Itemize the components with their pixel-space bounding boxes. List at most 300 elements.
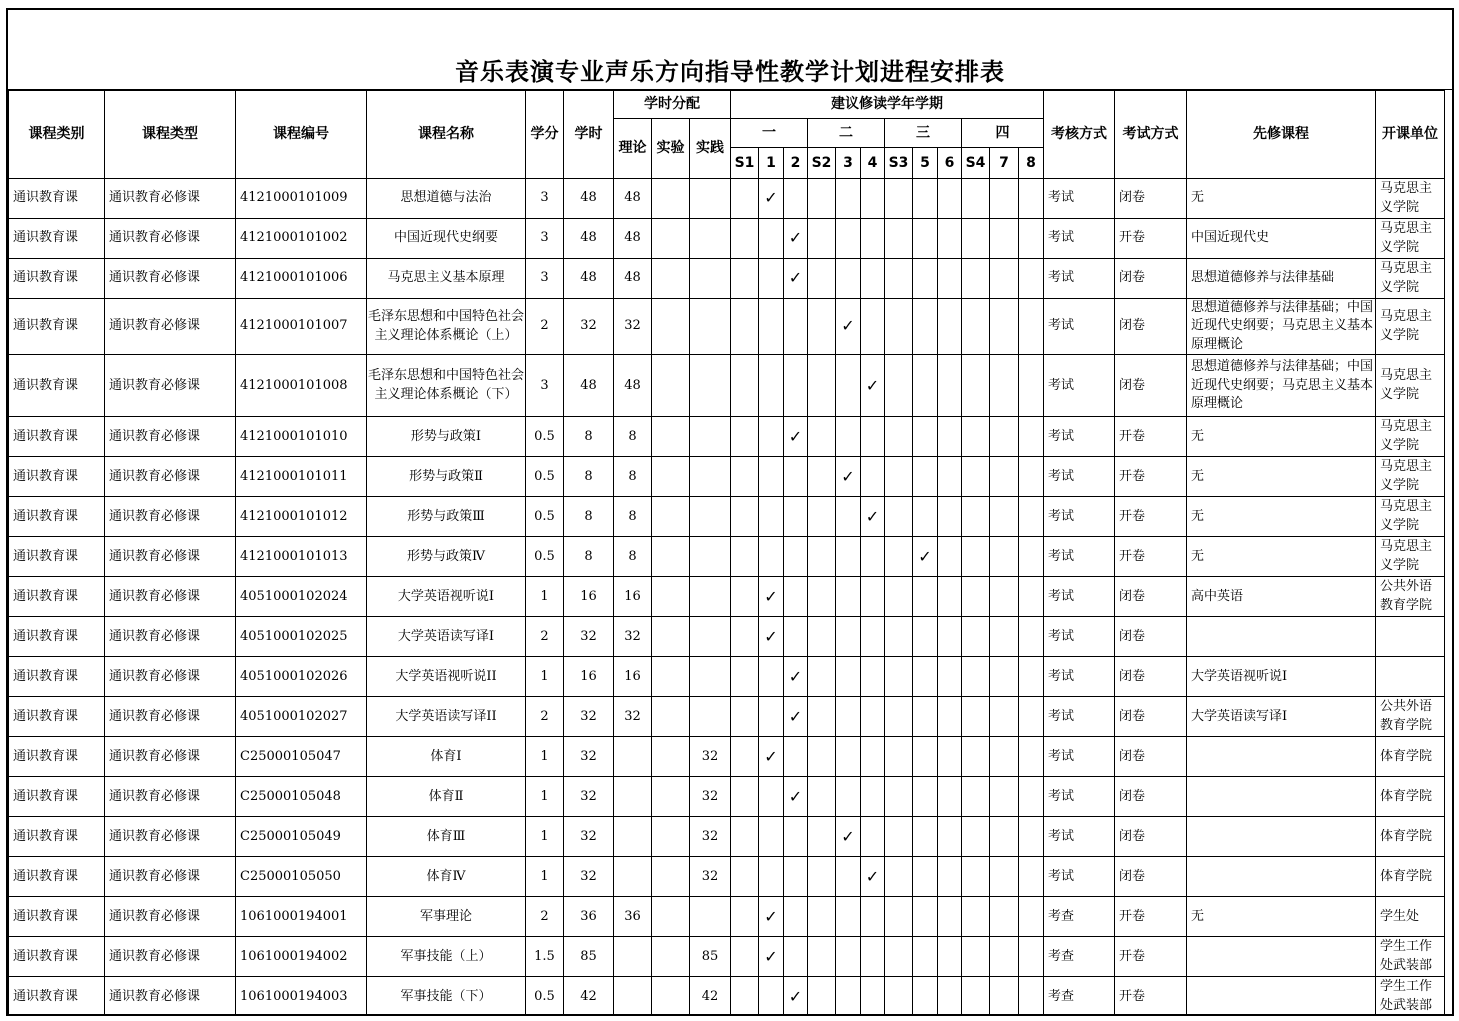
cell-credit: 3 [526,355,564,417]
term-cell [836,657,861,697]
header-term: S1 [731,148,759,179]
table-row [9,497,1445,537]
cell-exam: 闭卷 [1115,737,1187,777]
cell-hours: 48 [564,219,614,259]
term-cell [913,777,938,817]
term-cell [759,457,784,497]
cell-category: 通识教育课 [9,977,105,1016]
term-cell [938,697,962,737]
term-cell [808,897,836,937]
cell-hours: 32 [564,299,614,355]
cell-practice: 32 [690,737,731,777]
cell-prereq: 高中英语 [1187,577,1376,617]
cell-hours: 32 [564,737,614,777]
term-cell [861,817,885,857]
term-cell [913,857,938,897]
cell-credit: 1.5 [526,937,564,977]
cell-credit: 1 [526,577,564,617]
cell-hours: 32 [564,697,614,737]
term-cell [808,737,836,777]
cell-assess: 考试 [1044,219,1115,259]
table-row [9,617,1445,657]
term-cell [1019,937,1044,977]
term-check-icon: ✓ [861,497,885,537]
cell-assess: 考试 [1044,617,1115,657]
term-cell [913,737,938,777]
cell-theory: 16 [614,657,652,697]
term-cell [861,219,885,259]
cell-course-name: 形势与政策Ⅲ [367,497,526,537]
cell-theory: 48 [614,355,652,417]
cell-category: 通识教育课 [9,417,105,457]
term-cell [759,417,784,457]
term-cell [836,355,861,417]
cell-code: 4051000102025 [236,617,367,657]
cell-course-name: 思想道德与法治 [367,179,526,219]
cell-prereq [1187,817,1376,857]
cell-course-name: 体育Ⅲ [367,817,526,857]
term-cell [836,897,861,937]
term-cell [836,497,861,537]
cell-type: 通识教育必修课 [105,777,236,817]
cell-type: 通识教育必修课 [105,737,236,777]
term-cell [759,219,784,259]
term-cell [938,219,962,259]
cell-type: 通识教育必修课 [105,299,236,355]
cell-experiment [652,977,690,1016]
header-year-4: 四 [962,119,1044,148]
term-cell [861,977,885,1016]
cell-type: 通识教育必修课 [105,497,236,537]
cell-assess: 考查 [1044,977,1115,1016]
cell-prereq: 无 [1187,457,1376,497]
cell-course-name: 军事理论 [367,897,526,937]
term-cell [836,617,861,657]
term-cell [861,737,885,777]
term-cell [913,179,938,219]
term-cell [990,937,1019,977]
term-cell [962,497,990,537]
cell-practice: 85 [690,937,731,977]
cell-type: 通识教育必修课 [105,937,236,977]
table-row [9,299,1445,355]
cell-experiment [652,897,690,937]
cell-exam: 闭卷 [1115,657,1187,697]
header-category: 课程类别 [9,91,105,179]
cell-assess: 考试 [1044,697,1115,737]
term-cell [962,219,990,259]
cell-exam: 开卷 [1115,537,1187,577]
cell-experiment [652,697,690,737]
table-row [9,417,1445,457]
term-cell [938,817,962,857]
term-cell [731,737,759,777]
term-cell [731,355,759,417]
term-check-icon: ✓ [759,937,784,977]
header-hours: 学时 [564,91,614,179]
cell-prereq: 思想道德修养与法律基础 [1187,259,1376,299]
term-cell [938,537,962,577]
header-credit: 学分 [526,91,564,179]
cell-exam: 闭卷 [1115,577,1187,617]
cell-code: 1061000194001 [236,897,367,937]
header-assess: 考核方式 [1044,91,1115,179]
cell-prereq: 无 [1187,497,1376,537]
table-row [9,219,1445,259]
cell-category: 通识教育课 [9,697,105,737]
cell-hours: 32 [564,817,614,857]
cell-credit: 1 [526,777,564,817]
cell-type: 通识教育必修课 [105,179,236,219]
term-cell [836,577,861,617]
cell-credit: 0.5 [526,537,564,577]
term-cell [938,417,962,457]
term-cell [913,577,938,617]
header-term: S3 [885,148,913,179]
cell-category: 通识教育课 [9,457,105,497]
header-prereq: 先修课程 [1187,91,1376,179]
term-cell [808,657,836,697]
header-term: 4 [861,148,885,179]
cell-assess: 考试 [1044,537,1115,577]
cell-credit: 0.5 [526,977,564,1016]
term-cell [913,617,938,657]
term-cell [759,857,784,897]
header-year-3: 三 [885,119,962,148]
cell-practice [690,299,731,355]
cell-theory [614,817,652,857]
cell-type: 通识教育必修课 [105,617,236,657]
cell-type: 通识教育必修课 [105,457,236,497]
term-cell [808,179,836,219]
cell-category: 通识教育课 [9,777,105,817]
cell-assess: 考试 [1044,259,1115,299]
table-row [9,657,1445,697]
term-cell [938,737,962,777]
cell-dept [1376,657,1445,697]
term-cell [990,537,1019,577]
cell-type: 通识教育必修课 [105,897,236,937]
cell-dept: 马克思主义学院 [1376,299,1445,355]
cell-credit: 1 [526,657,564,697]
cell-credit: 2 [526,299,564,355]
term-cell [731,817,759,857]
cell-course-name: 军事技能（上） [367,937,526,977]
term-cell [759,497,784,537]
cell-practice [690,179,731,219]
cell-prereq [1187,977,1376,1016]
cell-dept: 体育学院 [1376,857,1445,897]
cell-category: 通识教育课 [9,857,105,897]
term-cell [784,817,808,857]
cell-experiment [652,777,690,817]
term-cell [808,497,836,537]
term-cell [861,617,885,657]
cell-course-name: 形势与政策Ⅳ [367,537,526,577]
term-cell [913,697,938,737]
header-hours-dist: 学时分配 [614,91,731,119]
cell-experiment [652,497,690,537]
term-cell [784,355,808,417]
term-check-icon: ✓ [784,219,808,259]
cell-dept: 马克思主义学院 [1376,537,1445,577]
cell-assess: 考试 [1044,857,1115,897]
term-cell [784,577,808,617]
term-cell [759,817,784,857]
term-cell [885,857,913,897]
term-cell [808,817,836,857]
term-cell [808,937,836,977]
cell-dept: 学生工作处武装部 [1376,977,1445,1016]
term-check-icon: ✓ [861,857,885,897]
term-cell [836,737,861,777]
term-cell [808,355,836,417]
term-cell [759,977,784,1016]
cell-hours: 48 [564,355,614,417]
term-cell [913,977,938,1016]
cell-experiment [652,857,690,897]
cell-practice: 32 [690,777,731,817]
term-cell [990,219,1019,259]
term-cell [990,457,1019,497]
cell-dept: 公共外语教育学院 [1376,697,1445,737]
cell-credit: 3 [526,179,564,219]
cell-assess: 考试 [1044,737,1115,777]
term-cell [731,657,759,697]
term-cell [938,299,962,355]
cell-prereq [1187,617,1376,657]
term-cell [990,259,1019,299]
cell-dept: 马克思主义学院 [1376,219,1445,259]
cell-assess: 考试 [1044,179,1115,219]
cell-category: 通识教育课 [9,577,105,617]
cell-credit: 2 [526,697,564,737]
header-term: 3 [836,148,861,179]
term-cell [990,577,1019,617]
term-cell [885,977,913,1016]
cell-prereq: 思想道德修养与法律基础；中国近现代史纲要；马克思主义基本原理概论 [1187,299,1376,355]
cell-course-name: 军事技能（下） [367,977,526,1016]
term-cell [731,219,759,259]
cell-dept: 公共外语教育学院 [1376,577,1445,617]
cell-practice [690,577,731,617]
table-row [9,355,1445,417]
cell-assess: 考试 [1044,355,1115,417]
term-cell [913,355,938,417]
cell-code: 1061000194003 [236,977,367,1016]
term-cell [836,777,861,817]
term-cell [885,299,913,355]
term-cell [962,179,990,219]
term-cell [1019,817,1044,857]
term-check-icon: ✓ [861,355,885,417]
cell-practice [690,697,731,737]
cell-course-name: 体育Ⅰ [367,737,526,777]
cell-credit: 0.5 [526,417,564,457]
cell-type: 通识教育必修课 [105,355,236,417]
cell-course-name: 毛泽东思想和中国特色社会主义理论体系概论（上） [367,299,526,355]
term-cell [990,897,1019,937]
term-cell [1019,657,1044,697]
term-cell [861,657,885,697]
cell-dept: 马克思主义学院 [1376,259,1445,299]
cell-hours: 32 [564,617,614,657]
cell-category: 通识教育课 [9,897,105,937]
cell-practice: 32 [690,817,731,857]
term-cell [1019,977,1044,1016]
cell-practice: 32 [690,857,731,897]
cell-credit: 0.5 [526,457,564,497]
cell-practice [690,497,731,537]
cell-category: 通识教育课 [9,355,105,417]
term-check-icon: ✓ [836,817,861,857]
cell-experiment [652,259,690,299]
term-cell [784,937,808,977]
term-cell [885,259,913,299]
cell-type: 通识教育必修课 [105,977,236,1016]
cell-course-name: 形势与政策Ⅱ [367,457,526,497]
term-check-icon: ✓ [836,457,861,497]
cell-category: 通识教育课 [9,937,105,977]
cell-dept: 体育学院 [1376,817,1445,857]
term-cell [938,355,962,417]
cell-credit: 2 [526,897,564,937]
term-cell [962,355,990,417]
cell-hours: 8 [564,537,614,577]
cell-experiment [652,355,690,417]
cell-credit: 3 [526,259,564,299]
term-cell [1019,897,1044,937]
term-cell [962,299,990,355]
term-cell [990,617,1019,657]
cell-category: 通识教育课 [9,219,105,259]
schedule-sheet [6,8,1454,1016]
term-cell [990,355,1019,417]
cell-exam: 开卷 [1115,219,1187,259]
term-cell [913,259,938,299]
term-check-icon: ✓ [784,977,808,1016]
cell-dept: 体育学院 [1376,777,1445,817]
cell-category: 通识教育课 [9,179,105,219]
cell-exam: 开卷 [1115,417,1187,457]
term-cell [885,737,913,777]
cell-theory: 8 [614,497,652,537]
term-cell [1019,179,1044,219]
term-cell [731,537,759,577]
cell-theory: 36 [614,897,652,937]
cell-category: 通识教育课 [9,817,105,857]
term-cell [990,657,1019,697]
term-cell [913,657,938,697]
term-check-icon: ✓ [759,897,784,937]
cell-hours: 8 [564,457,614,497]
cell-exam: 开卷 [1115,937,1187,977]
term-cell [731,497,759,537]
term-cell [731,259,759,299]
cell-practice: 42 [690,977,731,1016]
term-cell [885,577,913,617]
cell-type: 通识教育必修课 [105,577,236,617]
cell-dept: 马克思主义学院 [1376,179,1445,219]
term-cell [962,457,990,497]
cell-hours: 16 [564,657,614,697]
term-cell [861,897,885,937]
term-cell [938,897,962,937]
term-cell [808,537,836,577]
term-cell [913,497,938,537]
term-cell [784,857,808,897]
term-check-icon: ✓ [784,259,808,299]
cell-hours: 42 [564,977,614,1016]
term-cell [808,259,836,299]
term-cell [885,457,913,497]
cell-dept: 马克思主义学院 [1376,355,1445,417]
cell-exam: 闭卷 [1115,259,1187,299]
cell-type: 通识教育必修课 [105,417,236,457]
cell-prereq [1187,737,1376,777]
table-row [9,817,1445,857]
table-row [9,857,1445,897]
term-cell [731,179,759,219]
cell-exam: 开卷 [1115,897,1187,937]
cell-code: 4121000101013 [236,537,367,577]
term-cell [990,179,1019,219]
cell-experiment [652,617,690,657]
cell-experiment [652,457,690,497]
term-cell [808,857,836,897]
cell-course-name: 体育Ⅳ [367,857,526,897]
cell-category: 通识教育课 [9,537,105,577]
header-practice: 实践 [690,119,731,179]
cell-hours: 48 [564,259,614,299]
header-suggested-term: 建议修读学年学期 [731,91,1044,119]
term-cell [808,219,836,259]
term-cell [861,417,885,457]
cell-exam: 开卷 [1115,497,1187,537]
term-cell [861,299,885,355]
cell-type: 通识教育必修课 [105,259,236,299]
cell-course-name: 马克思主义基本原理 [367,259,526,299]
page-title: 音乐表演专业声乐方向指导性教学计划进程安排表 [8,10,1452,90]
term-cell [1019,617,1044,657]
table-row [9,537,1445,577]
table-row [9,697,1445,737]
cell-type: 通识教育必修课 [105,817,236,857]
cell-type: 通识教育必修课 [105,697,236,737]
cell-prereq: 无 [1187,537,1376,577]
term-cell [938,937,962,977]
cell-prereq: 中国近现代史 [1187,219,1376,259]
header-term: 8 [1019,148,1044,179]
term-cell [808,299,836,355]
cell-assess: 考试 [1044,657,1115,697]
term-cell [1019,777,1044,817]
term-cell [938,497,962,537]
cell-theory: 48 [614,259,652,299]
cell-course-name: 毛泽东思想和中国特色社会主义理论体系概论（下） [367,355,526,417]
cell-practice [690,417,731,457]
cell-practice [690,537,731,577]
term-cell [938,657,962,697]
table-row [9,897,1445,937]
term-cell [1019,537,1044,577]
header-dept: 开课单位 [1376,91,1445,179]
cell-theory: 32 [614,697,652,737]
cell-theory [614,937,652,977]
cell-experiment [652,417,690,457]
term-cell [990,857,1019,897]
term-cell [913,817,938,857]
